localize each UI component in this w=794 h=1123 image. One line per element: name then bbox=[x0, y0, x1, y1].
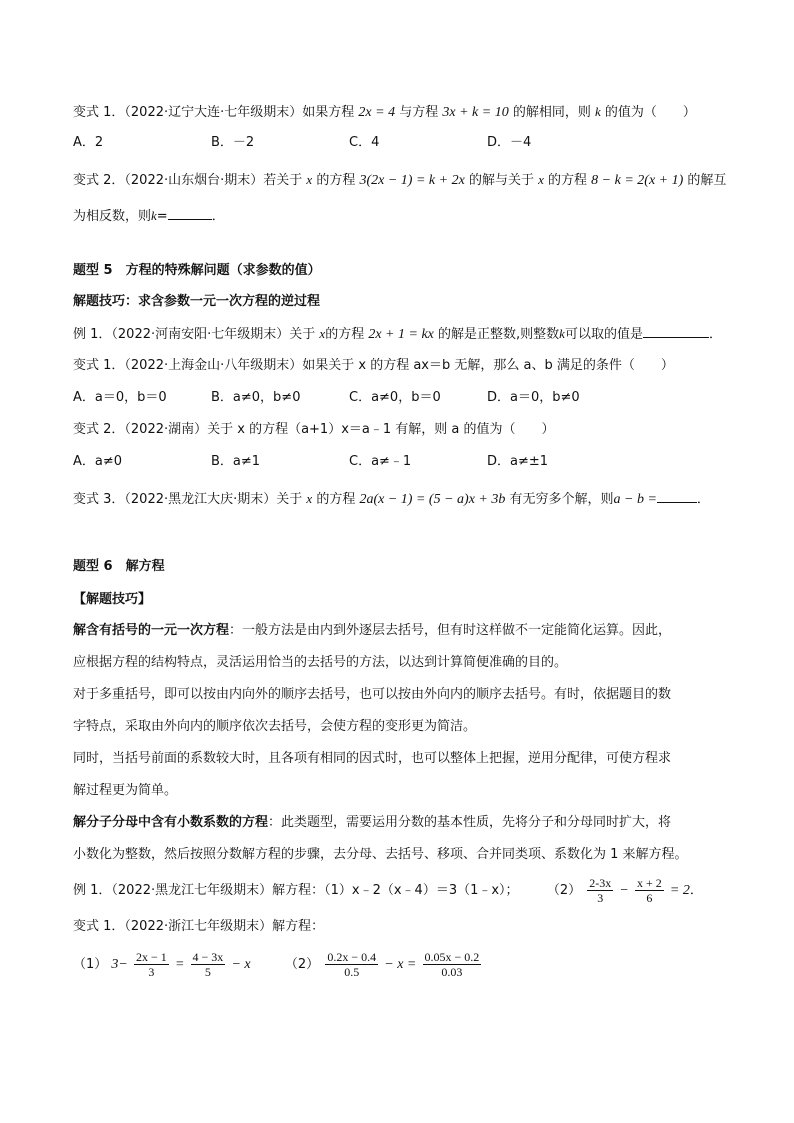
variant-1-question: 变式 1．（2022·上海金山·八年级期末）如果关于 x 的方程 ax＝b 无解，那么 a、b 满足的条件（ ） bbox=[73, 358, 674, 373]
equation: = 2 bbox=[669, 883, 690, 898]
question-text: 变式 2．（2022·山东烟台·期末）若关于 bbox=[73, 173, 303, 188]
option-d: D．a≠±1 bbox=[487, 454, 549, 469]
variant-1-question bbox=[73, 103, 696, 122]
fraction: $\frac{0.2x - 0.4}{0.5}$ bbox=[327, 950, 377, 979]
variable: k bbox=[151, 208, 157, 223]
question-text: 与方程 bbox=[399, 105, 439, 120]
question-text: ． bbox=[696, 492, 710, 507]
question-text: 变式 3．（2022·黑龙江大庆·期末）关于 bbox=[73, 492, 303, 507]
question-text: 例 1．（2022·黑龙江七年级期末）解方程：（1）x﹣2（x﹣4）＝3（1﹣x）； bbox=[73, 883, 519, 898]
equation: − x = bbox=[384, 957, 417, 972]
equation: 3− bbox=[111, 957, 128, 972]
tips-header: 【解题技巧】 bbox=[73, 592, 152, 607]
equation: 8 − k = 2(x + 1) bbox=[591, 173, 684, 188]
variable: x bbox=[538, 172, 544, 187]
option-c: C．4 bbox=[349, 135, 380, 150]
question-text: 的方程 bbox=[316, 173, 356, 188]
fraction: $\frac{2x - 1}{3}$ bbox=[136, 950, 167, 979]
equation: 2x = 4 bbox=[358, 105, 396, 120]
section-title: 题型 6 解方程 bbox=[73, 559, 165, 574]
paragraph-text: ：此类题型，需要运用分数的基本性质，先将分子和分母同时扩大，将 bbox=[268, 815, 672, 830]
question-text: 的解互 bbox=[687, 173, 727, 188]
example-1-question bbox=[73, 876, 703, 906]
question-text: = bbox=[156, 209, 168, 224]
paragraph-2-line-2: 字特点，采取由外向内的顺序依次去括号，会使方程的变形更为简洁。 bbox=[73, 719, 477, 734]
question-text: 的方程 bbox=[325, 327, 365, 342]
fraction: $\frac{x + 2}{6}$ bbox=[637, 876, 662, 905]
option-c: C．a≠﹣1 bbox=[349, 454, 412, 469]
option-b: B．a≠0，b≠0 bbox=[211, 390, 301, 405]
answer-blank[interactable] bbox=[657, 502, 697, 503]
paragraph-4-line-1 bbox=[73, 814, 671, 832]
option-a: A．a＝0，b＝0 bbox=[73, 390, 167, 405]
question-text: 的方程 bbox=[548, 173, 588, 188]
equation: 3x + k = 10 bbox=[442, 105, 509, 120]
option-a: A．a≠0 bbox=[73, 454, 123, 469]
variant-2-question: 变式 2．（2022·湖南）关于 x 的方程（a+1）x＝a﹣1 有解，则 a 的值为（ ） bbox=[73, 422, 555, 437]
part-label: （2） bbox=[284, 957, 320, 972]
equation: − x bbox=[231, 957, 251, 972]
question-text: 例 1．（2022·河南安阳·七年级期末）关于 bbox=[73, 327, 316, 342]
equation: 3(2x − 1) = k + 2x bbox=[359, 173, 465, 188]
paragraph-3-line-1: 同时，当括号前面的系数较大时，且各项有相同的因式时，也可以整体上把握，逆用分配律，可使方程求 bbox=[73, 751, 672, 766]
equation: a − b = bbox=[613, 492, 657, 507]
option-d: D．－4 bbox=[487, 135, 532, 150]
solving-tip: 解题技巧：求含参数一元一次方程的逆过程 bbox=[73, 294, 321, 309]
question-text: 可以取的值是 bbox=[564, 327, 643, 342]
paragraph-4-line-2: 小数化为整数，然后按照分数解方程的步骤，去分母、去括号、移项、合并同类项、系数化为 1 来解方程。 bbox=[73, 847, 688, 862]
question-text: 的解与关于 bbox=[468, 173, 534, 188]
option-b: B．－2 bbox=[211, 135, 255, 150]
question-text: 的解相同，则 bbox=[512, 105, 591, 120]
question-text: 变式 1．（2022·辽宁大连·七年级期末）如果方程 bbox=[73, 105, 355, 120]
paragraph-text: ：一般方法是由内到外逐层去括号，但有时这样做不一定能简化运算。因此， bbox=[229, 623, 672, 638]
operator: = bbox=[174, 957, 185, 972]
variable: x bbox=[306, 491, 313, 506]
question-text: 的值为（ ） bbox=[604, 105, 696, 120]
variable: k bbox=[595, 104, 601, 119]
paragraph-1-line-2: 应根据方程的结构特点，灵活运用恰当的去括号的方法，以达到计算简便准确的目的。 bbox=[73, 655, 568, 670]
fraction: $\frac{2-3x}{3}$ bbox=[589, 876, 612, 905]
question-text: 为相反数，则 bbox=[73, 209, 152, 224]
example-1-question bbox=[73, 325, 722, 344]
equation: 2x + 1 = kx bbox=[368, 327, 434, 342]
part-label: （1） bbox=[73, 957, 108, 972]
question-text: 有无穷多个解，则 bbox=[509, 492, 614, 507]
equation: 2a(x − 1) = (5 − a)x + 3b bbox=[359, 492, 506, 507]
question-text: （2） bbox=[546, 883, 582, 898]
question-text: ． bbox=[708, 327, 722, 342]
option-a: A．2 bbox=[73, 135, 104, 150]
question-text: ． bbox=[211, 209, 225, 224]
answer-blank[interactable] bbox=[643, 337, 709, 338]
paragraph-heading: 解分子分母中含有小数系数的方程 bbox=[73, 815, 269, 830]
fraction: $\frac{4 - 3x}{5}$ bbox=[192, 950, 224, 979]
section-title: 题型 5 方程的特殊解问题（求参数的值） bbox=[73, 263, 321, 278]
paragraph-3-line-2: 解过程更为简单。 bbox=[73, 783, 178, 798]
variable: x bbox=[306, 172, 313, 187]
option-b: B．a≠1 bbox=[211, 454, 261, 469]
variant-1-equations bbox=[73, 948, 483, 982]
variant-3-question bbox=[73, 490, 710, 509]
option-d: D．a＝0，b≠0 bbox=[487, 390, 580, 405]
question-text: ． bbox=[689, 883, 703, 898]
paragraph-1-line-1 bbox=[73, 622, 671, 640]
paragraph-heading: 解含有括号的一元一次方程 bbox=[73, 623, 230, 638]
question-text: 的解是正整数,则整数 bbox=[438, 327, 560, 342]
answer-blank[interactable] bbox=[168, 219, 212, 220]
variant-1-question: 变式 1．（2022·浙江七年级期末）解方程： bbox=[73, 919, 325, 934]
paragraph-2-line-1: 对于多重括号，即可以按由内向外的顺序去括号，也可以按由外向内的顺序去括号。有时，依据题目的数 bbox=[73, 687, 672, 702]
variant-2-question-cont bbox=[73, 207, 225, 226]
variable: k bbox=[559, 326, 565, 341]
operator: − bbox=[619, 883, 629, 898]
question-text: 的方程 bbox=[316, 492, 356, 507]
variant-2-question bbox=[73, 171, 726, 190]
variable: x bbox=[319, 326, 326, 341]
option-c: C．a≠0，b＝0 bbox=[349, 390, 441, 405]
fraction: $\frac{0.05x - 0.2}{0.03}$ bbox=[424, 950, 480, 979]
